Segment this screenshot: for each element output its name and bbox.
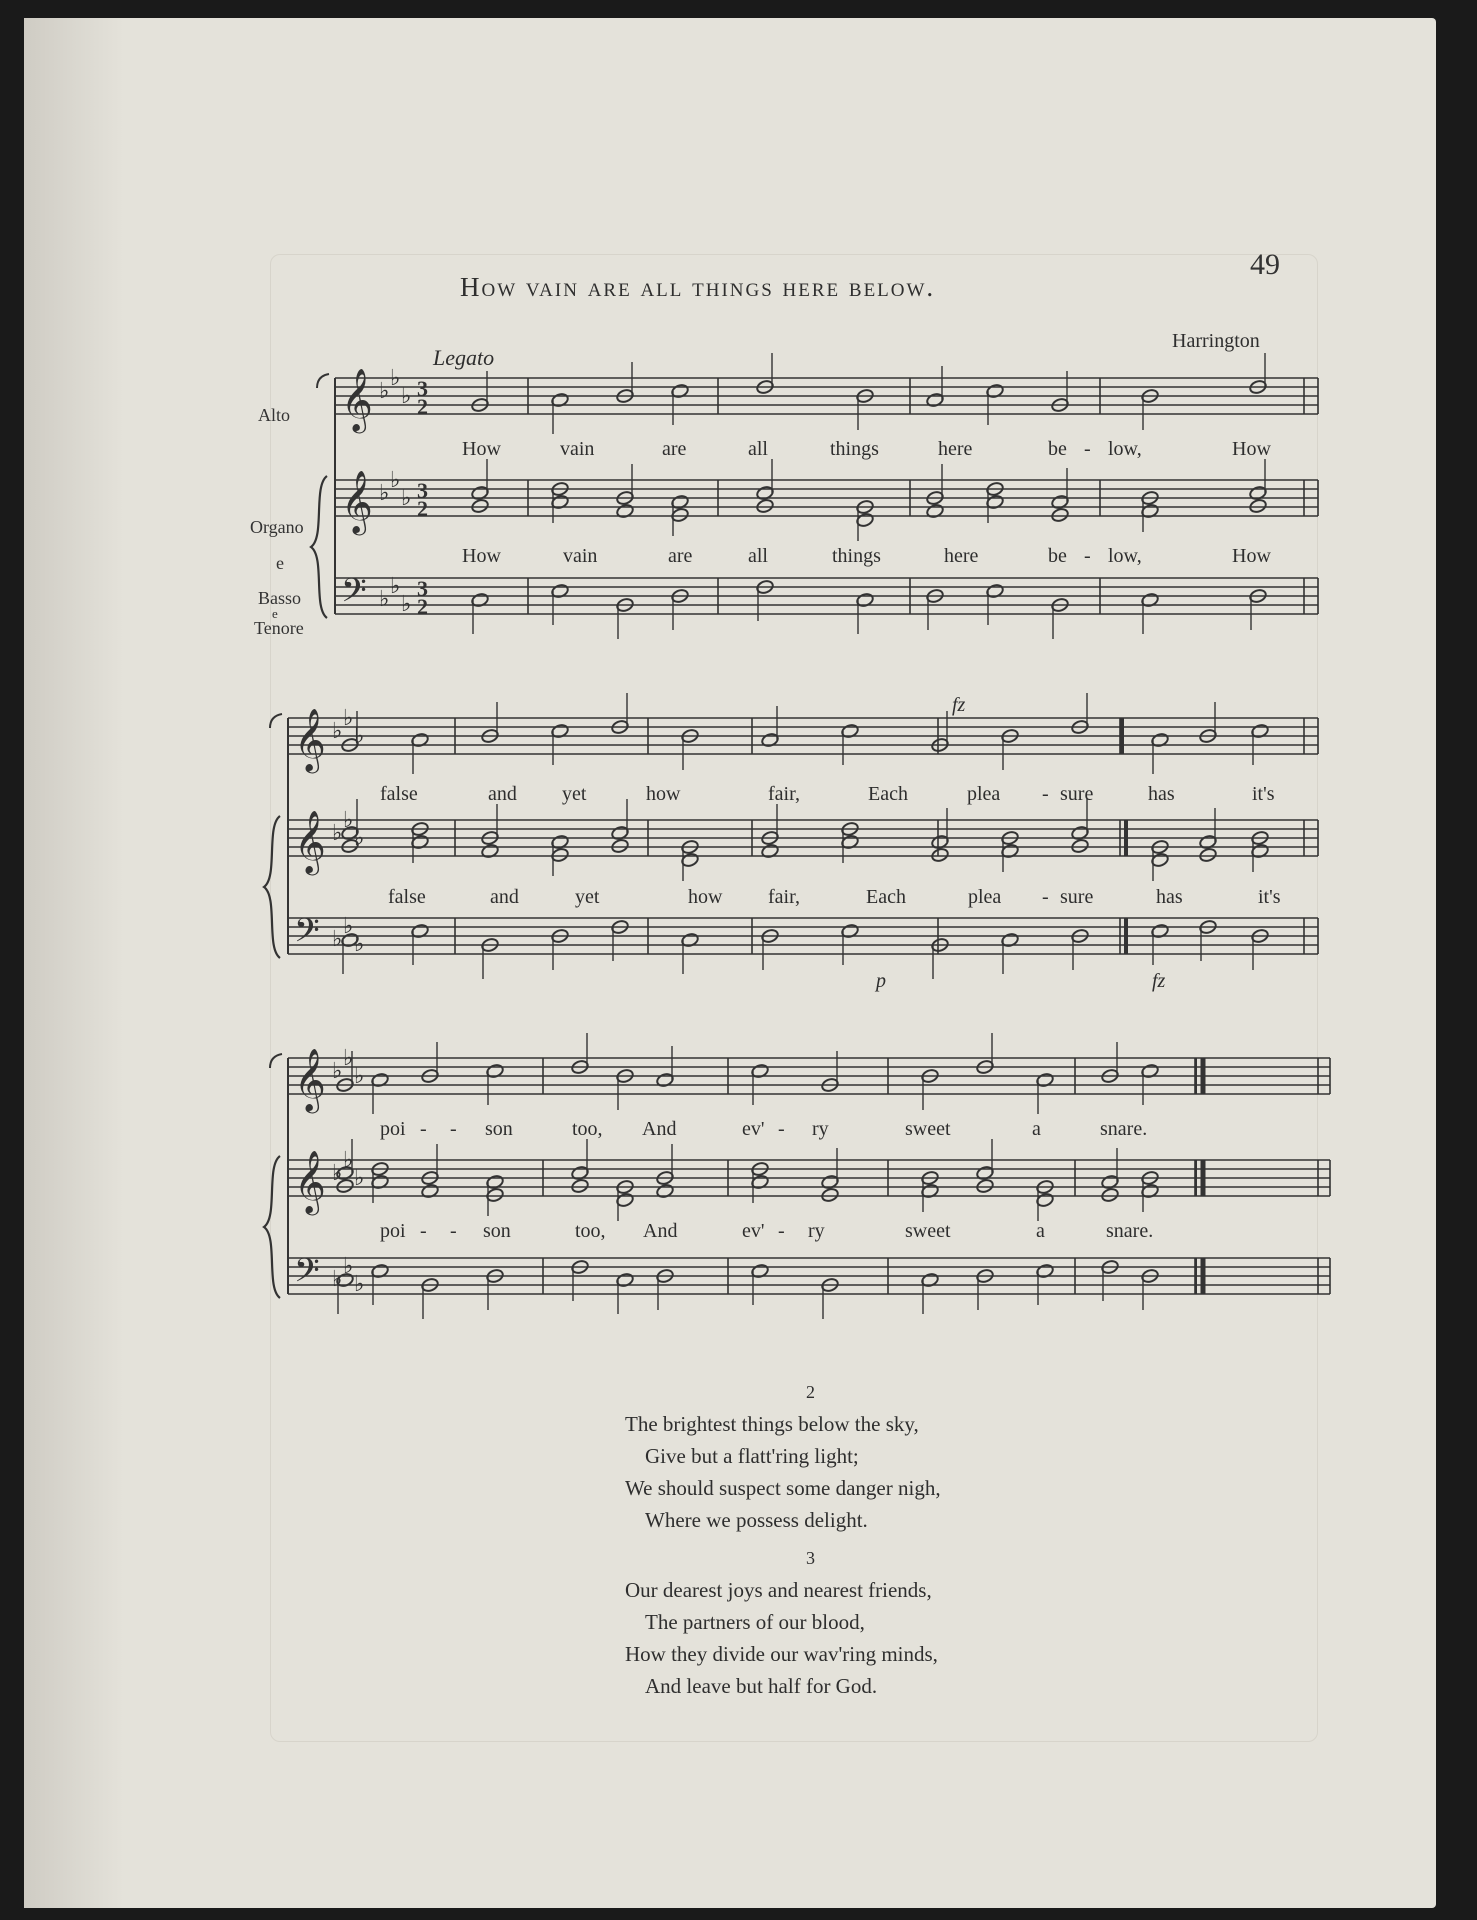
system-1-time-sig-top: 3	[417, 478, 428, 503]
verse-line: Where we possess delight.	[645, 1508, 868, 1532]
system-3-bass-clef: 𝄢	[294, 1252, 320, 1298]
part-label-alto: Alto	[258, 405, 291, 425]
system-2-brace	[264, 816, 280, 958]
system-1-time-sig-bottom: 2	[417, 394, 428, 419]
lyric-syllable: ry	[812, 1118, 829, 1140]
lyric-syllable: son	[483, 1220, 511, 1242]
part-label-tenore: Tenore	[254, 618, 304, 638]
system-1-treble-clef: 𝄞	[341, 470, 373, 533]
lyric-syllable: plea	[967, 783, 1001, 805]
lyric-syllable: low,	[1108, 545, 1142, 567]
lyric-syllable: too,	[572, 1118, 603, 1140]
system-1-key-flat: ♭	[379, 378, 390, 403]
part-label-e: e	[276, 553, 284, 573]
system-1-key-flat: ♭	[379, 586, 390, 611]
system-1-key-flat: ♭	[401, 485, 412, 510]
lyric-syllable: be	[1048, 545, 1067, 567]
lyric-syllable: all	[748, 438, 768, 460]
composer-name: Harrington	[1172, 330, 1260, 352]
system-2-chord-note	[1071, 838, 1090, 854]
lyric-syllable: here	[944, 545, 979, 567]
part-label-e2: e	[272, 606, 278, 621]
system-1-brace	[311, 476, 327, 618]
lyric-syllable: ry	[808, 1220, 825, 1242]
lyric-syllable: fair,	[768, 886, 800, 908]
system-1-time-sig-bottom: 2	[417, 594, 428, 619]
system-2-bass-clef: 𝄢	[294, 912, 320, 958]
lyric-syllable: plea	[968, 886, 1002, 908]
system-1-key-flat: ♭	[390, 573, 401, 598]
system-1-treble-clef: 𝄞	[341, 368, 373, 431]
system-2-key-flat: ♭	[343, 705, 354, 730]
lyric-syllable: snare.	[1100, 1118, 1148, 1140]
system-1-key-flat: ♭	[390, 467, 401, 492]
lyric-syllable: all	[748, 545, 768, 567]
lyric-syllable: -	[778, 1220, 785, 1242]
system-3-chord-note	[821, 1187, 840, 1203]
lyric-syllable: And	[643, 1220, 678, 1242]
system-3-key-flat: ♭	[354, 1165, 365, 1190]
system-3-bracket-top	[270, 1054, 282, 1068]
lyric-syllable: How	[462, 438, 501, 460]
lyric-syllable: things	[830, 438, 879, 460]
lyric-syllable: false	[380, 783, 418, 805]
system-1-key-flat: ♭	[401, 383, 412, 408]
system-2-key-flat: ♭	[354, 723, 365, 748]
verse-number: 3	[806, 1548, 815, 1568]
lyric-syllable: Each	[868, 783, 908, 805]
system-3-key-flat: ♭	[354, 1063, 365, 1088]
lyric-syllable: vain	[563, 545, 598, 567]
system-3-treble-clef: 𝄞	[294, 1048, 326, 1111]
system-2-key-flat: ♭	[354, 825, 365, 850]
lyric-syllable: and	[488, 783, 517, 805]
system-1-bracket-top	[317, 374, 329, 388]
system-3-key-flat: ♭	[332, 1160, 343, 1185]
lyric-syllable: things	[832, 545, 881, 567]
system-2-key-flat: ♭	[343, 913, 354, 938]
lyric-syllable: How	[462, 545, 501, 567]
verse-line: How they divide our wav'ring minds,	[625, 1642, 938, 1666]
system-2-chord-note	[931, 847, 950, 863]
lyric-syllable: poi	[380, 1220, 406, 1242]
lyric-syllable: has	[1148, 783, 1175, 805]
system-3-key-flat: ♭	[332, 1266, 343, 1291]
verse-line: Our dearest joys and nearest friends,	[625, 1578, 932, 1602]
page-number: 49	[1250, 248, 1280, 281]
system-3-chord-note	[1101, 1187, 1120, 1203]
lyric-syllable: are	[662, 438, 687, 460]
hymn-title: How vain are all things here below.	[460, 272, 936, 302]
system-2-treble-clef: 𝄞	[294, 810, 326, 873]
lyric-syllable: sure	[1060, 783, 1094, 805]
lyric-syllable: -	[1084, 438, 1091, 460]
lyric-syllable: How	[1232, 438, 1271, 460]
lyric-syllable: fair,	[768, 783, 800, 805]
system-3-chord-note	[571, 1178, 590, 1194]
lyric-syllable: yet	[575, 886, 600, 908]
lyric-syllable: ev'	[742, 1118, 765, 1140]
system-3-key-flat: ♭	[332, 1058, 343, 1083]
lyric-syllable: false	[388, 886, 426, 908]
system-1-time-sig-top: 3	[417, 576, 428, 601]
dynamic-fz-2: fz	[1152, 970, 1166, 992]
system-2-chord-note	[1199, 847, 1218, 863]
system-2-bracket-top	[270, 714, 282, 728]
system-1-time-sig-top: 3	[417, 376, 428, 401]
lyric-syllable: -	[420, 1220, 427, 1242]
lyric-syllable: here	[938, 438, 973, 460]
lyric-syllable: a	[1036, 1220, 1045, 1242]
lyric-syllable: And	[642, 1118, 677, 1140]
system-1-time-sig-bottom: 2	[417, 496, 428, 521]
lyric-syllable: be	[1048, 438, 1067, 460]
lyric-syllable: -	[1084, 545, 1091, 567]
system-2-key-flat: ♭	[332, 718, 343, 743]
tempo-marking: Legato	[433, 345, 495, 370]
dynamic-fz-1: fz	[952, 694, 966, 716]
lyric-syllable: vain	[560, 438, 595, 460]
lyric-syllable: -	[450, 1118, 457, 1140]
lyric-syllable: sweet	[905, 1220, 951, 1242]
system-1-key-flat: ♭	[379, 480, 390, 505]
system-1-key-flat: ♭	[390, 365, 401, 390]
system-3-key-flat: ♭	[354, 1271, 365, 1296]
lyric-syllable: -	[778, 1118, 785, 1140]
verse-line: Give but a flatt'ring light;	[645, 1444, 859, 1468]
part-label-basso: Basso	[258, 588, 302, 608]
verse-line: The brightest things below the sky,	[625, 1412, 919, 1436]
lyric-syllable: are	[668, 545, 693, 567]
verse-line: We should suspect some danger nigh,	[625, 1476, 941, 1500]
lyric-syllable: ev'	[742, 1220, 765, 1242]
lyric-syllable: -	[1042, 886, 1049, 908]
lyric-syllable: has	[1156, 886, 1183, 908]
system-2-key-flat: ♭	[332, 926, 343, 951]
lyric-syllable: sweet	[905, 1118, 951, 1140]
system-2-key-flat: ♭	[332, 820, 343, 845]
lyric-syllable: how	[646, 783, 681, 805]
lyric-syllable: -	[1042, 783, 1049, 805]
system-1-chord-note	[1249, 498, 1268, 514]
system-1-chord-note	[471, 498, 490, 514]
lyric-syllable: it's	[1258, 886, 1281, 908]
lyric-syllable: and	[490, 886, 519, 908]
verse-number: 2	[806, 1382, 815, 1402]
lyric-syllable: low,	[1108, 438, 1142, 460]
system-1-bass-clef: 𝄢	[341, 572, 367, 618]
system-1-key-flat: ♭	[401, 591, 412, 616]
lyric-syllable: yet	[562, 783, 587, 805]
lyric-syllable: -	[450, 1220, 457, 1242]
system-2-treble-clef: 𝄞	[294, 708, 326, 771]
part-label-organ: Organo	[250, 517, 304, 537]
system-1-chord-note	[756, 498, 775, 514]
system-2-key-flat: ♭	[343, 807, 354, 832]
lyric-syllable: sure	[1060, 886, 1094, 908]
system-3-brace	[264, 1156, 280, 1298]
verse-line: The partners of our blood,	[645, 1610, 865, 1634]
system-2-key-flat: ♭	[354, 931, 365, 956]
system-3-chord-note	[976, 1178, 995, 1194]
lyric-syllable: too,	[575, 1220, 606, 1242]
system-2-chord-note	[611, 838, 630, 854]
system-1-chord-note	[1051, 507, 1070, 523]
verse-line: And leave but half for God.	[645, 1674, 878, 1698]
system-3-key-flat: ♭	[343, 1045, 354, 1070]
lyric-syllable: poi	[380, 1118, 406, 1140]
lyric-syllable: snare.	[1106, 1220, 1154, 1242]
system-3-key-flat: ♭	[343, 1147, 354, 1172]
system-3-treble-clef: 𝄞	[294, 1150, 326, 1213]
lyric-syllable: a	[1032, 1118, 1041, 1140]
lyric-syllable: Each	[866, 886, 906, 908]
system-3-key-flat: ♭	[343, 1253, 354, 1278]
dynamic-p: p	[876, 970, 886, 992]
lyric-syllable: how	[688, 886, 723, 908]
lyric-syllable: son	[485, 1118, 513, 1140]
lyric-syllable: it's	[1252, 783, 1275, 805]
lyric-syllable: -	[420, 1118, 427, 1140]
lyric-syllable: How	[1232, 545, 1271, 567]
